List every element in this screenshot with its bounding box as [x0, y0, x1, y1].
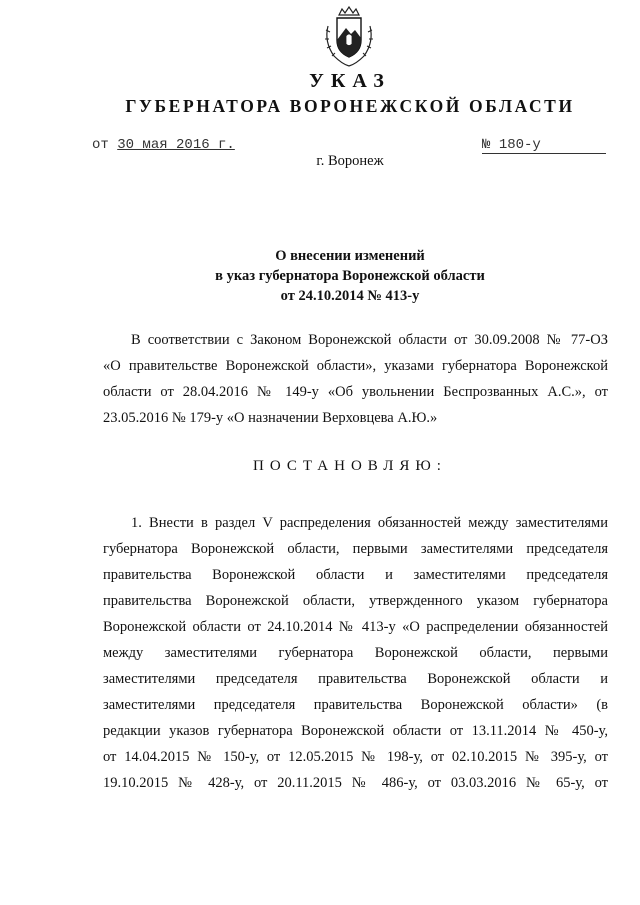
paragraph-line: правительства Воронежской области, утвержденного указом губернатора — [103, 593, 608, 609]
paragraph-line: губернатора Воронежской области, первыми заместителями председателя — [103, 541, 608, 557]
paragraph-line: заместителями председателя правительства Воронежской области и — [103, 671, 608, 687]
paragraph-line: В соответствии с Законом Воронежской области от 30.09.2008 № 77-ОЗ — [131, 332, 608, 348]
paragraph-line: от 14.04.2015 № 150-у, от 12.05.2015 № 198-у, от 02.10.2015 № 395-у, от — [103, 749, 608, 765]
issuer-title: ГУБЕРНАТОРА ВОРОНЕЖСКОЙ ОБЛАСТИ — [125, 96, 575, 116]
paragraph-line: «О правительстве Воронежской области», указами губернатора Воронежской — [103, 358, 608, 374]
number-value: 180-у — [498, 137, 541, 153]
paragraph-line: 1. Внести в раздел V распределения обязанностей между заместителями — [131, 515, 608, 531]
paragraph-line: между заместителями губернатора Воронежской области, первыми — [103, 645, 608, 661]
date-value: 30 мая 2016 г. — [117, 137, 235, 153]
paragraph-line: области от 28.04.2016 № 149-у «Об увольнении Беспрозванных А.С.», от — [103, 384, 608, 400]
paragraph-line: заместителями председателя правительства Воронежской области» (в — [103, 697, 608, 713]
coat-of-arms-emblem — [322, 6, 376, 68]
subject-line: от 24.10.2014 № 413-у — [280, 288, 420, 304]
paragraph-line: правительства Воронежской области и заместителями председателя — [103, 567, 608, 583]
number-prefix: № — [482, 137, 491, 153]
paragraph-line: 19.10.2015 № 428-у, от 20.11.2015 № 486-у, от 03.03.2016 № 65-у, от — [103, 775, 608, 791]
date-prefix: от — [92, 137, 109, 153]
item-1-paragraph — [103, 510, 608, 796]
number-line — [482, 137, 606, 154]
subject-heading — [0, 246, 640, 306]
subject-line: О внесении изменений — [275, 248, 425, 264]
paragraph-line: 23.05.2016 № 179-у «О назначении Верховцева А.Ю.» — [103, 410, 438, 426]
preamble-paragraph — [103, 327, 608, 431]
subject-line: в указ губернатора Воронежской области — [215, 268, 485, 284]
paragraph-line: редакции указов губернатора Воронежской области от 13.11.2014 № 450-у, — [103, 723, 608, 739]
date-line — [92, 137, 235, 153]
paragraph-line: Воронежской области от 24.10.2014 № 413-у «О распределении обязанностей — [103, 619, 608, 635]
city-label: г. Воронеж — [316, 153, 384, 169]
document-type-title: УКАЗ — [309, 70, 391, 92]
decree-word: ПОСТАНОВЛЯЮ: — [253, 458, 447, 474]
